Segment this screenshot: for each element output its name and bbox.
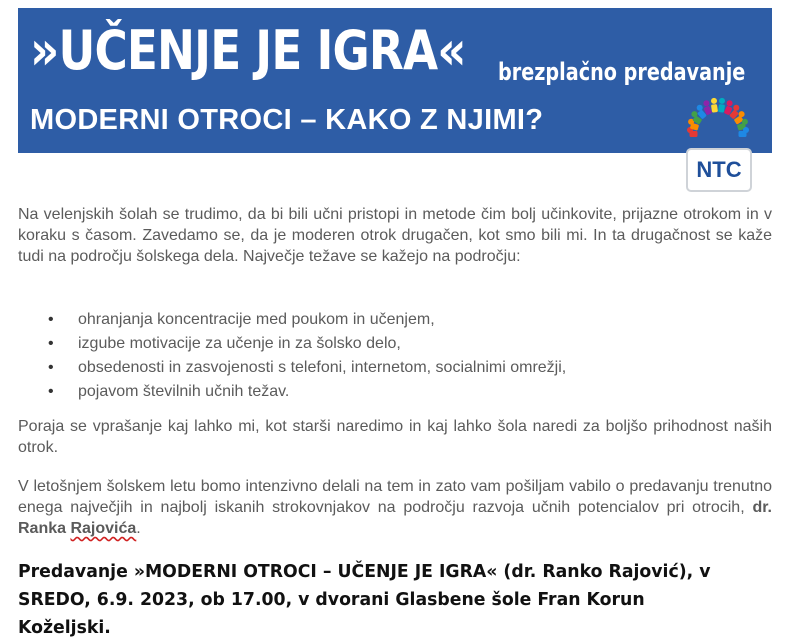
ntc-logo-box: [686, 148, 752, 192]
list-item: • ohranjanja koncentracije med poukom in učenjem,: [18, 308, 772, 332]
figure-head-mark: [703, 100, 709, 106]
list-item: • pojavom številnih učnih težav.: [18, 380, 772, 404]
figure-head-mark: [727, 100, 733, 106]
problem-list: [18, 308, 772, 404]
figure-body-mark: [718, 104, 725, 113]
invite-end: .: [136, 520, 141, 537]
list-item: • obsedenosti in zasvojenosti s telefoni, internetom, socialnimi omrežji,: [18, 356, 772, 380]
speaker-prefix: dr. Ranka: [18, 499, 772, 537]
ntc-logo: [678, 92, 758, 192]
list-item: • izgube motivacije za učenje in za šolsko delo,: [18, 332, 772, 356]
banner-subtitle: brezplačno predavanje: [498, 58, 746, 86]
figure-body-mark: [690, 131, 698, 137]
figure-head-mark: [711, 98, 717, 104]
invite-paragraph: [18, 476, 772, 539]
figure-head-mark: [733, 105, 739, 111]
question-paragraph: Poraja se vprašanje kaj lahko mi, kot starši naredimo in kaj lahko šola naredi za boljšo prihodnost naših otrok.: [18, 418, 772, 456]
event-details: Predavanje »MODERNI OTROCI – UČENJE JE IGRA« (dr. Ranko Rajović), v SREDO, 6.9. 2023, ob 17.00, v dvorani Glasbene šole Fran Korun Koželjski.: [18, 561, 711, 638]
invite-text: V letošnjem šolskem letu bomo intenzivno delali na tem in zato vam pošiljam vabilo o predavanju trenutno enega največjih in najbolj iskanih strokovnjakov na področju razvoja učnih potencialov pri otrocih,: [18, 478, 772, 516]
figure-body-mark: [711, 104, 718, 113]
ntc-figures-icon: [678, 92, 758, 152]
speaker-surname: Rajovića: [70, 520, 137, 537]
figure-head-mark: [697, 105, 703, 111]
header-banner: [18, 8, 772, 153]
intro-paragraph: Na velenjskih šolah se trudimo, da bi bili učni pristopi in metode čim bolj učinkovite, prijazne otrokom in v koraku s časom. Zavedamo se, da je moderen otrok drugačen, kot smo bili mi. In ta drugačnost se kaže tudi na področju šolskega dela. Največje težave se kažejo na področju:: [18, 206, 772, 265]
banner-title: »UČENJE JE IGRA«: [30, 19, 466, 82]
figure-head-mark: [719, 98, 725, 104]
ntc-logo-text: NTC: [696, 157, 742, 182]
banner-heading: MODERNI OTROCI – KAKO Z NJIMI?: [30, 104, 544, 136]
figure-body-mark: [739, 131, 747, 137]
